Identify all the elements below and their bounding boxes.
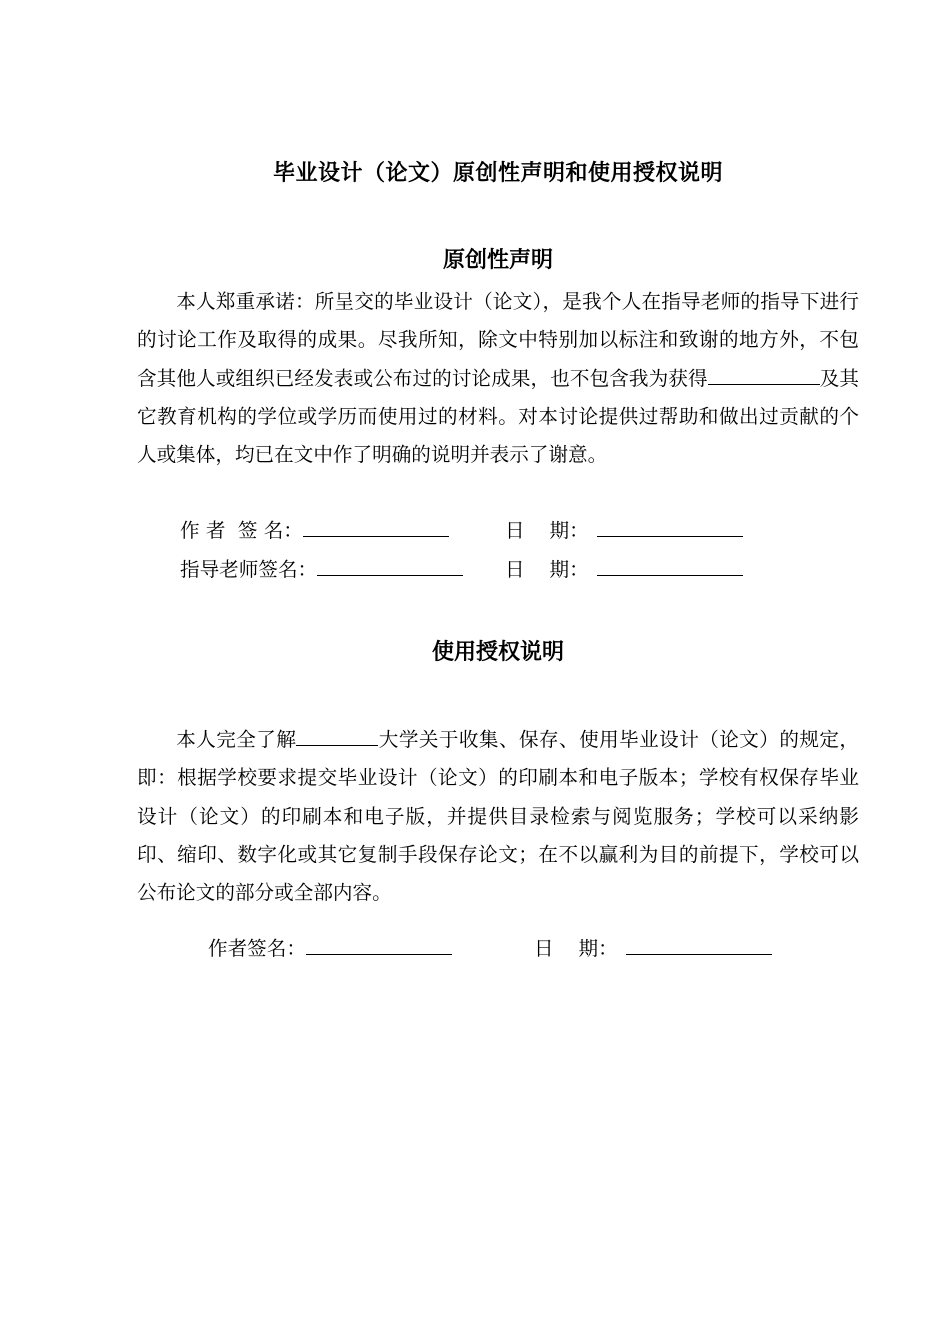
advisor-date-row (505, 551, 743, 589)
authorization-text-part2: 大学关于收集、保存、使用毕业设计（论文）的规定，即：根据学校要求提交毕业设计（论文）的印刷本和电子版本；学校有权保存毕业设计（论文）的印刷本和电子版，并提供目录检索与阅览服务；学校可以采纳影印、缩印、数字化或其它复制手段保存论文；在不以赢利为目的前提下，学校可以公布论文的部分或全部内容。 (137, 728, 860, 905)
authorization-signature-row (208, 930, 452, 968)
advisor-signature-row (180, 551, 463, 589)
university-blank (296, 723, 378, 746)
authorization-paragraph (137, 721, 859, 912)
document-title: 毕业设计（论文）原创性声明和使用授权说明 (272, 161, 723, 186)
originality-text-part2: 及其它教育机构的学位或学历而使用过的材料。对本讨论提供过帮助和做出过贡献的个人或集体，均已在文中作了明确的说明并表示了谢意。 (137, 366, 860, 467)
author-date-row (505, 512, 743, 550)
author-signature-row (180, 512, 449, 550)
advisor-sign-label: 指导老师签名： (180, 558, 318, 581)
author-sign-blank (303, 512, 449, 537)
authorization-sign-blank (306, 930, 452, 955)
advisor-date-blank (597, 551, 743, 576)
author-date-label: 日 期： (505, 519, 589, 542)
authorization-date-blank (626, 930, 772, 955)
authorization-sign-label: 作者签名： (208, 937, 306, 960)
author-sign-label: 作 者 签 名： (180, 519, 303, 542)
originality-paragraph (137, 283, 859, 474)
originality-heading: 原创性声明 (442, 248, 553, 273)
authorization-text-part1: 本人完全了解 (176, 728, 297, 751)
advisor-date-label: 日 期： (505, 558, 589, 581)
author-date-blank (597, 512, 743, 537)
originality-text-part1: 本人郑重承诺：所呈交的毕业设计（论文），是我个人在指导老师的指导下进行的讨论工作及取得的成果。尽我所知，除文中特别加以标注和致谢的地方外，不包含其他人或组织已经发表或公布过的讨论成果，也不包含我为获得 (137, 290, 859, 390)
advisor-sign-blank (317, 551, 463, 576)
authorization-heading: 使用授权说明 (431, 640, 564, 665)
authorization-date-row (534, 930, 772, 968)
degree-blank (708, 362, 820, 385)
authorization-date-label: 日 期： (534, 937, 618, 960)
